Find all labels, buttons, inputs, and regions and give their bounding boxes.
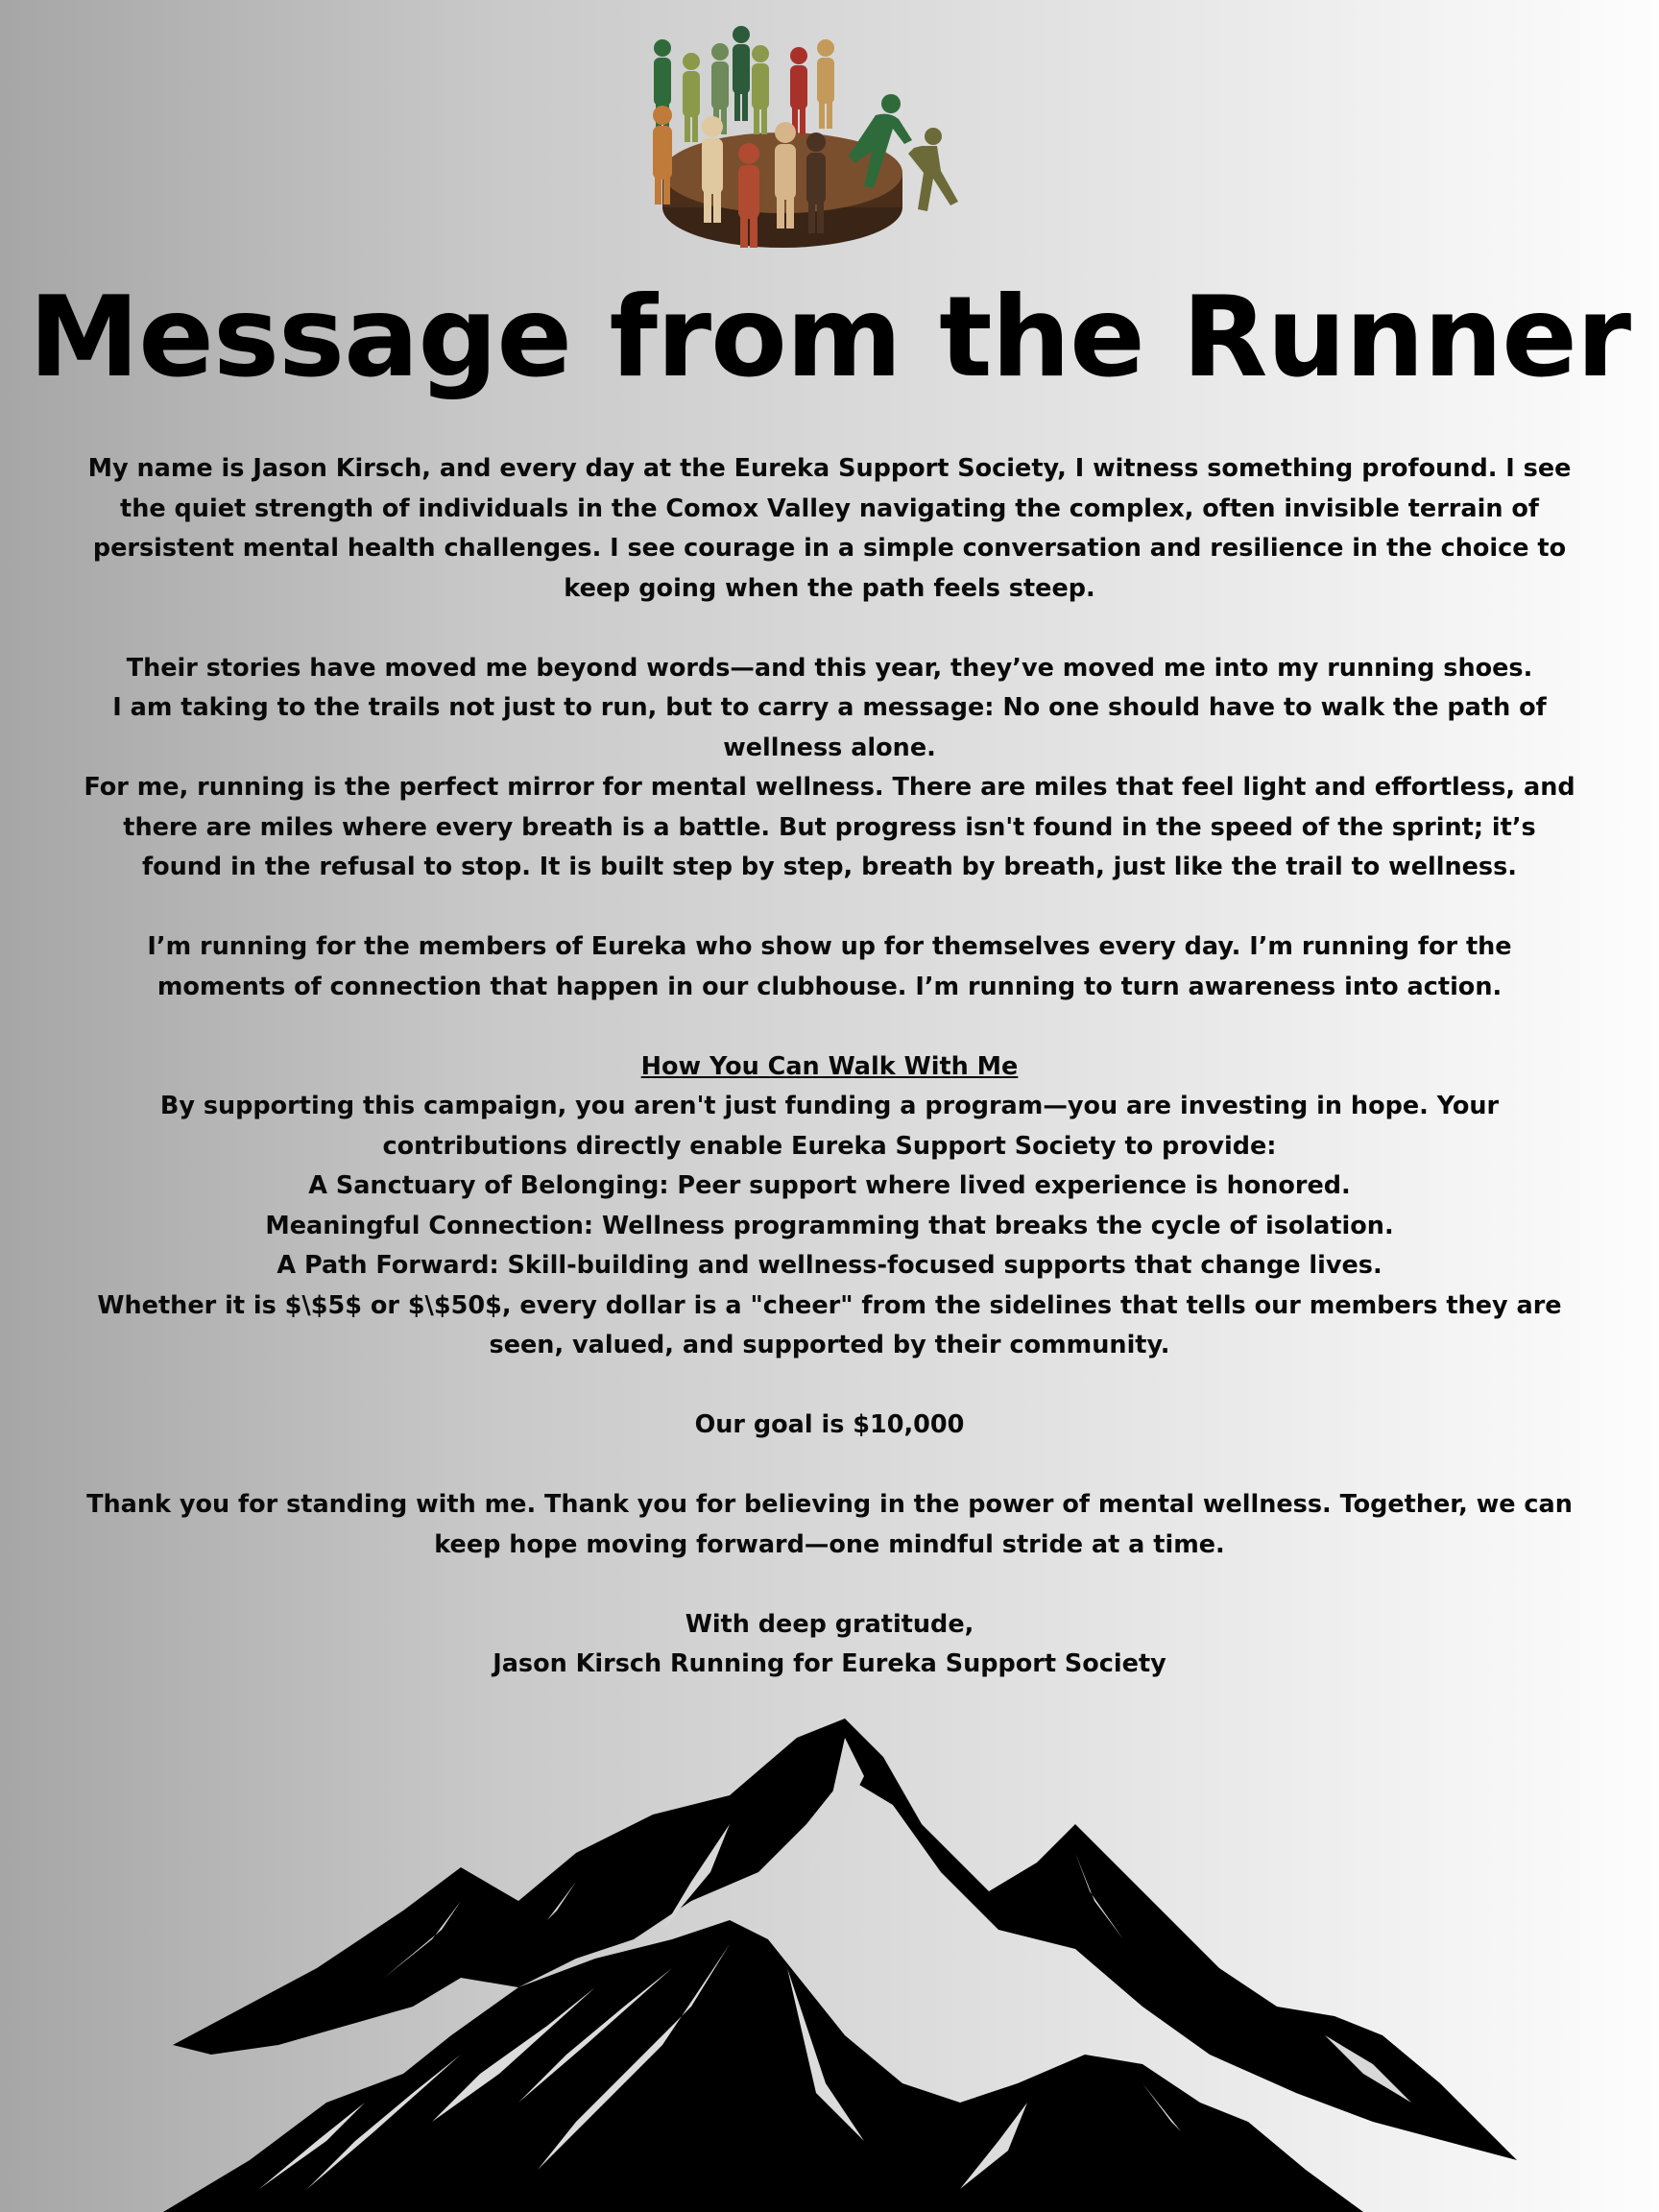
motivation-line: Their stories have moved me beyond words—and this year, they’ve moved me into my running shoes. — [126, 653, 1533, 683]
goal-text: Our goal is $10,000 — [694, 1410, 965, 1439]
community-logo-icon — [624, 19, 989, 269]
support-heading: How You Can Walk With Me — [640, 1051, 1019, 1081]
support-item: Meaningful Connection: Wellness programming that breaks the cycle of isolation. — [265, 1211, 1394, 1240]
support-intro: By supporting this campaign, you aren't just funding a program—you are investing in hope. Your contributions directly enable Eureka Support Society to provide: — [159, 1092, 1500, 1161]
intro-paragraph: My name is Jason Kirsch, and every day at the Eureka Support Society, I witness something profound. I see the quiet strength of individuals in the Comox Valley navigating the complex, often invisible terrain of persistent mental health challenges. I see courage in a simple conversation and resilience in the choice to keep going when the path feels steep. — [87, 454, 1572, 603]
purpose-paragraph: I’m running for the members of Eureka who show up for themselves every day. I’m running for the moments of connection that happen in our clubhouse. I’m running to turn awareness into action. — [147, 932, 1512, 1001]
signoff-line: With deep gratitude, — [685, 1609, 974, 1639]
motivation-line: I am taking to the trails not just to run, but to carry a message: No one should have to walk the path of wellness alone. — [112, 693, 1547, 762]
motivation-line: For me, running is the perfect mirror for mental wellness. There are miles that feel light and effortless, and there are miles where every breath is a battle. But progress isn't found in the speed of the sprint; it’s found in the refusal to stop. It is built step by step, breath by breath, just like the trail to wellness. — [84, 773, 1575, 881]
letter-body — [81, 449, 1578, 1724]
support-item: A Path Forward: Skill-building and wellness-focused supports that change lives. — [276, 1251, 1382, 1280]
support-item: A Sanctuary of Belonging: Peer support where lived experience is honored. — [308, 1171, 1351, 1200]
page-title: Message from the Runner — [28, 273, 1631, 402]
motivation-paragraph — [81, 649, 1578, 888]
mountain-range-icon — [0, 1719, 1659, 2212]
signoff — [81, 1605, 1578, 1685]
thanks-paragraph: Thank you for standing with me. Thank you for believing in the power of mental wellness. Together, we can keep hope moving forward—one mindful stride at a time. — [86, 1490, 1573, 1559]
support-closing: Whether it is $\$5$ or $\$50$, every dollar is a "cheer" from the sidelines that tells our members they are seen, valued, and supported by their community. — [97, 1290, 1562, 1359]
support-section — [81, 1047, 1578, 1366]
signature: Jason Kirsch Running for Eureka Support Society — [493, 1649, 1166, 1678]
